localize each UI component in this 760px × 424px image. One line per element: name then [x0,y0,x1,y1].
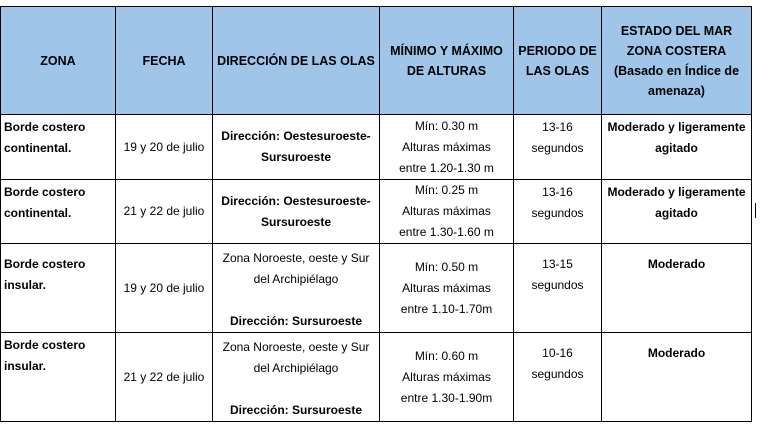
cell-periodo: 10-16 segundos [514,333,602,422]
alturas-label: Alturas máximas [402,139,491,154]
direccion-bold: Dirección: Oestesuroeste-Sursuroeste [221,129,371,164]
cell-periodo: 13-16 segundos [514,115,602,180]
header-estado: ESTADO DEL MAR ZONA COSTERA (Basado en Índice de amenaza) [602,7,752,115]
cell-zona: Borde costero insular. [1,333,116,422]
header-alturas: MÍNIMO Y MÁXIMO DE ALTURAS [380,7,514,115]
cell-estado: Moderado [602,333,752,422]
cell-estado: Moderado [602,244,752,333]
cell-fecha: 21 y 22 de julio [116,180,213,244]
alturas-range: entre 1.20-1.30 m [399,160,494,175]
cell-estado: Moderado y ligeramente agitado [602,180,752,244]
alturas-min: Mín: 0.25 m [414,183,479,197]
alturas-min: Mín: 0.30 m [414,118,479,133]
direccion-bold: Dirección: Sursuroeste [229,314,363,328]
cell-alturas [380,180,514,244]
alturas-label: Alturas máximas [402,280,491,295]
direccion-bold: Dirección: Oestesuroeste-Sursuroeste [221,193,371,229]
header-direccion: DIRECCIÓN DE LAS OLAS [213,7,380,115]
direccion-zona: Zona Noroeste, oeste y Sur del Archipiélago [222,340,370,375]
alturas-label: Alturas máximas [402,369,491,384]
cell-direccion [213,244,380,333]
table-row [1,333,752,422]
cell-alturas [380,115,514,180]
cell-zona: Borde costero insular. [1,244,116,333]
alturas-min: Mín: 0.60 m [414,348,479,363]
cell-direccion [213,115,380,180]
alturas-range: entre 1.10-1.70m [400,301,493,316]
cell-fecha: 19 y 20 de julio [116,115,213,180]
header-zona: ZONA [1,7,116,115]
alturas-range: entre 1.30-1.90m [400,390,493,405]
direccion-bold: Dirección: Sursuroeste [229,403,363,417]
header-periodo: PERIODO DE LAS OLAS [514,7,602,115]
cell-alturas [380,333,514,422]
cell-zona: Borde costero continental. [1,115,116,180]
cell-direccion [213,180,380,244]
cell-zona: Borde costero continental. [1,180,116,244]
cell-alturas [380,244,514,333]
cell-fecha: 19 y 20 de julio [116,244,213,333]
alturas-label: Alturas máximas [402,204,491,218]
direccion-zona: Zona Noroeste, oeste y Sur del Archipiélago [222,251,370,286]
cell-periodo: 13-15 segundos [514,244,602,333]
cell-direccion [213,333,380,422]
header-fecha: FECHA [116,7,213,115]
alturas-min: Mín: 0.50 m [414,259,479,274]
table-row [1,180,752,244]
cell-estado: Moderado y ligeramente agitado [602,115,752,180]
text-cursor [755,203,756,218]
cell-fecha: 21 y 22 de julio [116,333,213,422]
alturas-range: entre 1.30-1.60 m [399,225,494,239]
table-row [1,244,752,333]
table-header-row [1,7,752,115]
table-row [1,115,752,180]
cell-periodo: 13-16 segundos [514,180,602,244]
wave-forecast-table [0,6,752,422]
